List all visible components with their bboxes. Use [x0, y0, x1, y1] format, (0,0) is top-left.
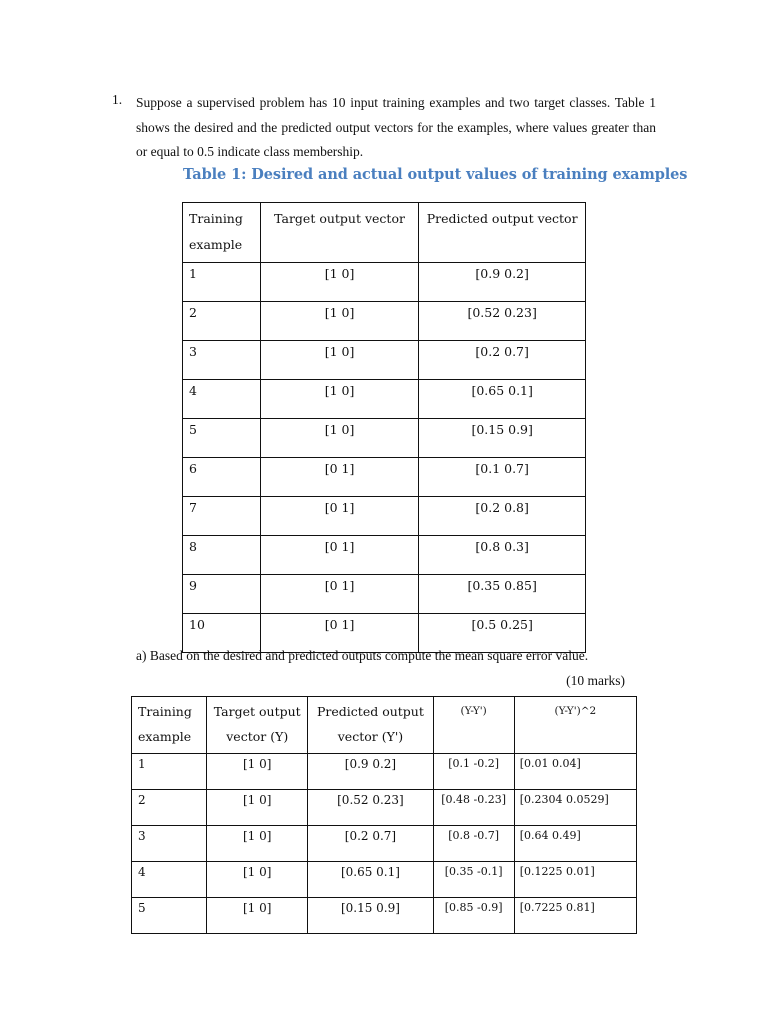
cell-difference: [0.48 -0.23]: [433, 790, 514, 826]
cell-predicted: [0.35 0.85]: [419, 575, 586, 614]
table-row: [132, 898, 637, 934]
cell-difference: [0.8 -0.7]: [433, 826, 514, 862]
cell-example: 10: [183, 614, 261, 653]
table-row: [183, 497, 586, 536]
table-row: [132, 826, 637, 862]
cell-example: 9: [183, 575, 261, 614]
table-2-header-difference: (Y-Y'): [433, 697, 514, 754]
table-1-header-target: Target output vector: [260, 203, 419, 263]
cell-target: [1 0]: [260, 419, 419, 458]
table-row: [183, 458, 586, 497]
cell-target: [0 1]: [260, 536, 419, 575]
cell-target: [0 1]: [260, 614, 419, 653]
cell-target: [1 0]: [260, 263, 419, 302]
cell-target: [0 1]: [260, 497, 419, 536]
question-text: Suppose a supervised problem has 10 input training examples and two target classes. Table 1 shows the desired and the predicted output vectors for the examples, where values greater than or equal to 0.5 indicate class membership.: [136, 95, 656, 159]
table-row: [132, 862, 637, 898]
table-1-header-training-example: Training example: [183, 203, 261, 263]
part-a-marks: (10 marks): [566, 673, 625, 688]
table-row: [183, 575, 586, 614]
cell-example: 8: [183, 536, 261, 575]
cell-difference: [0.85 -0.9]: [433, 898, 514, 934]
cell-example: 1: [132, 754, 207, 790]
cell-example: 1: [183, 263, 261, 302]
table-2-header-training-example: Training example: [132, 697, 207, 754]
cell-example: 3: [132, 826, 207, 862]
cell-predicted: [0.1 0.7]: [419, 458, 586, 497]
table-1-header-row: [183, 203, 586, 263]
cell-predicted: [0.5 0.25]: [419, 614, 586, 653]
table-1: [182, 202, 586, 653]
table-row: [183, 536, 586, 575]
table-row: [132, 754, 637, 790]
table-row: [183, 341, 586, 380]
cell-example: 5: [132, 898, 207, 934]
cell-predicted: [0.8 0.3]: [419, 536, 586, 575]
cell-predicted: [0.2 0.8]: [419, 497, 586, 536]
cell-target: [0 1]: [260, 458, 419, 497]
cell-example: 6: [183, 458, 261, 497]
table-row: [183, 419, 586, 458]
cell-example: 4: [132, 862, 207, 898]
cell-example: 4: [183, 380, 261, 419]
table-row: [183, 263, 586, 302]
table-row: [132, 790, 637, 826]
cell-target: [1 0]: [207, 898, 308, 934]
cell-target: [1 0]: [260, 380, 419, 419]
cell-squared: [0.1225 0.01]: [514, 862, 636, 898]
question-number: 1.: [112, 92, 123, 107]
table-1-header-predicted: Predicted output vector: [419, 203, 586, 263]
cell-target: [1 0]: [207, 754, 308, 790]
cell-target: [1 0]: [207, 862, 308, 898]
table-row: [183, 302, 586, 341]
table-2-header-predicted: Predicted output vector (Y'): [308, 697, 433, 754]
cell-predicted: [0.65 0.1]: [308, 862, 433, 898]
table-2-header-target: Target output vector (Y): [207, 697, 308, 754]
cell-example: 2: [132, 790, 207, 826]
table-1-caption: Table 1: Desired and actual output values of training examples: [183, 166, 688, 183]
cell-predicted: [0.9 0.2]: [308, 754, 433, 790]
cell-squared: [0.01 0.04]: [514, 754, 636, 790]
cell-squared: [0.64 0.49]: [514, 826, 636, 862]
cell-predicted: [0.52 0.23]: [419, 302, 586, 341]
cell-predicted: [0.2 0.7]: [419, 341, 586, 380]
cell-example: 7: [183, 497, 261, 536]
cell-predicted: [0.52 0.23]: [308, 790, 433, 826]
cell-difference: [0.1 -0.2]: [433, 754, 514, 790]
cell-predicted: [0.15 0.9]: [308, 898, 433, 934]
table-row: [183, 614, 586, 653]
cell-example: 2: [183, 302, 261, 341]
cell-target: [1 0]: [207, 790, 308, 826]
cell-difference: [0.35 -0.1]: [433, 862, 514, 898]
cell-target: [1 0]: [207, 826, 308, 862]
table-2-header-row: [132, 697, 637, 754]
table-2: [131, 696, 637, 934]
cell-squared: [0.2304 0.0529]: [514, 790, 636, 826]
cell-predicted: [0.2 0.7]: [308, 826, 433, 862]
table-row: [183, 380, 586, 419]
part-a-text: a) Based on the desired and predicted outputs compute the mean square error value.: [136, 648, 589, 663]
cell-predicted: [0.9 0.2]: [419, 263, 586, 302]
cell-target: [0 1]: [260, 575, 419, 614]
cell-predicted: [0.15 0.9]: [419, 419, 586, 458]
cell-example: 5: [183, 419, 261, 458]
cell-squared: [0.7225 0.81]: [514, 898, 636, 934]
cell-target: [1 0]: [260, 341, 419, 380]
cell-target: [1 0]: [260, 302, 419, 341]
cell-example: 3: [183, 341, 261, 380]
cell-predicted: [0.65 0.1]: [419, 380, 586, 419]
table-2-header-squared: (Y-Y')^2: [514, 697, 636, 754]
